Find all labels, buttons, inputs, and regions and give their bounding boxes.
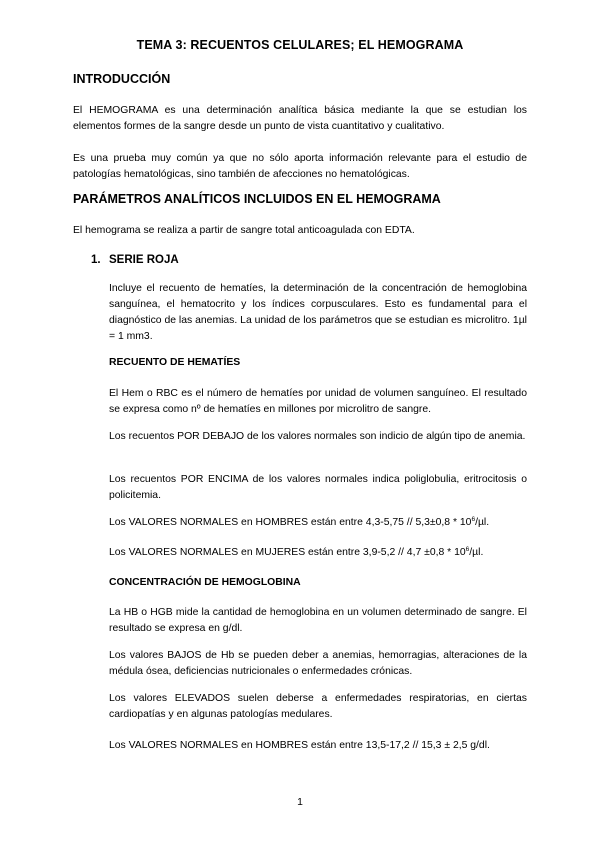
intro-paragraph-1: El HEMOGRAMA es una determinación analítica básica mediante la que se estudian los elementos formes de la sangre desde un punto de vista cuantitativo y cualitativo. [73,105,527,132]
heading-introduccion: INTRODUCCIÓN [73,72,171,86]
serie-roja-paragraph: Incluye el recuento de hematíes, la determinación de la concentración de hemoglobina sanguínea, el hematocrito y los índices corpusculares. Esto es fundamental para el diagnóstico de las anemias. La unidad de los parámetros que se estudian es microlitro. 1µl = 1 mm3. [109,283,527,342]
mujeres-text: Los VALORES NORMALES en MUJERES están entre 3,9-5,2 // 4,7 ±0,8 * 10 [109,547,466,558]
hemoglobina-valores-hombres: Los VALORES NORMALES en HOMBRES están entre 13,5-17,2 // 15,3 ± 2,5 g/dl. [109,740,490,751]
recuento-valores-mujeres [109,545,527,561]
hombres-text: Los VALORES NORMALES en HOMBRES están entre 4,3-5,75 // 5,3±0,8 * 10 [109,517,472,528]
mujeres-unit: /µl. [469,547,484,558]
heading-recuento-hematies: RECUENTO DE HEMATÍES [109,357,241,368]
recuento-paragraph-3: Los recuentos POR ENCIMA de los valores normales indica poliglobulia, eritrocitosis o policitemia. [109,474,527,501]
document-title: TEMA 3: RECUENTOS CELULARES; EL HEMOGRAMA [136,38,464,52]
hemoglobina-paragraph-3: Los valores ELEVADOS suelen deberse a enfermedades respiratorias, en ciertas cardiopatías y en algunas patologías medulares. [109,693,527,720]
serie-roja-label: SERIE ROJA [109,254,179,266]
mujeres-exponent: 6 [465,546,470,553]
heading-parametros: PARÁMETROS ANALÍTICOS INCLUIDOS EN EL HEMOGRAMA [73,192,441,206]
intro-paragraph-2: Es una prueba muy común ya que no sólo aporta información relevante para el estudio de patologías hematológicas, sino también de afecciones no hematológicas. [73,153,527,180]
hemoglobina-paragraph-1: La HB o HGB mide la cantidad de hemoglobina en un volumen determinado de sangre. El resultado se expresa en g/dl. [109,607,527,634]
heading-serie-roja [91,254,179,266]
parametros-paragraph-1: El hemograma se realiza a partir de sangre total anticoagulada con EDTA. [73,225,415,236]
recuento-paragraph-2: Los recuentos POR DEBAJO de los valores normales son indicio de algún tipo de anemia. [109,431,526,442]
recuento-paragraph-1: El Hem o RBC es el número de hematíes por unidad de volumen sanguíneo. El resultado se expresa como nº de hematíes en millones por microlitro de sangre. [109,388,527,415]
hombres-unit: /µl. [475,517,490,528]
hemoglobina-paragraph-2: Los valores BAJOS de Hb se pueden deber a anemias, hemorragias, alteraciones de la médula ósea, deficiencias nutricionales o enfermedades crónicas. [109,650,527,677]
list-number: 1. [91,254,101,266]
recuento-valores-hombres [109,515,527,531]
heading-concentracion-hemoglobina: CONCENTRACIÓN DE HEMOGLOBINA [109,577,301,588]
hombres-exponent: 6 [471,516,476,523]
page-number: 1 [297,797,303,808]
